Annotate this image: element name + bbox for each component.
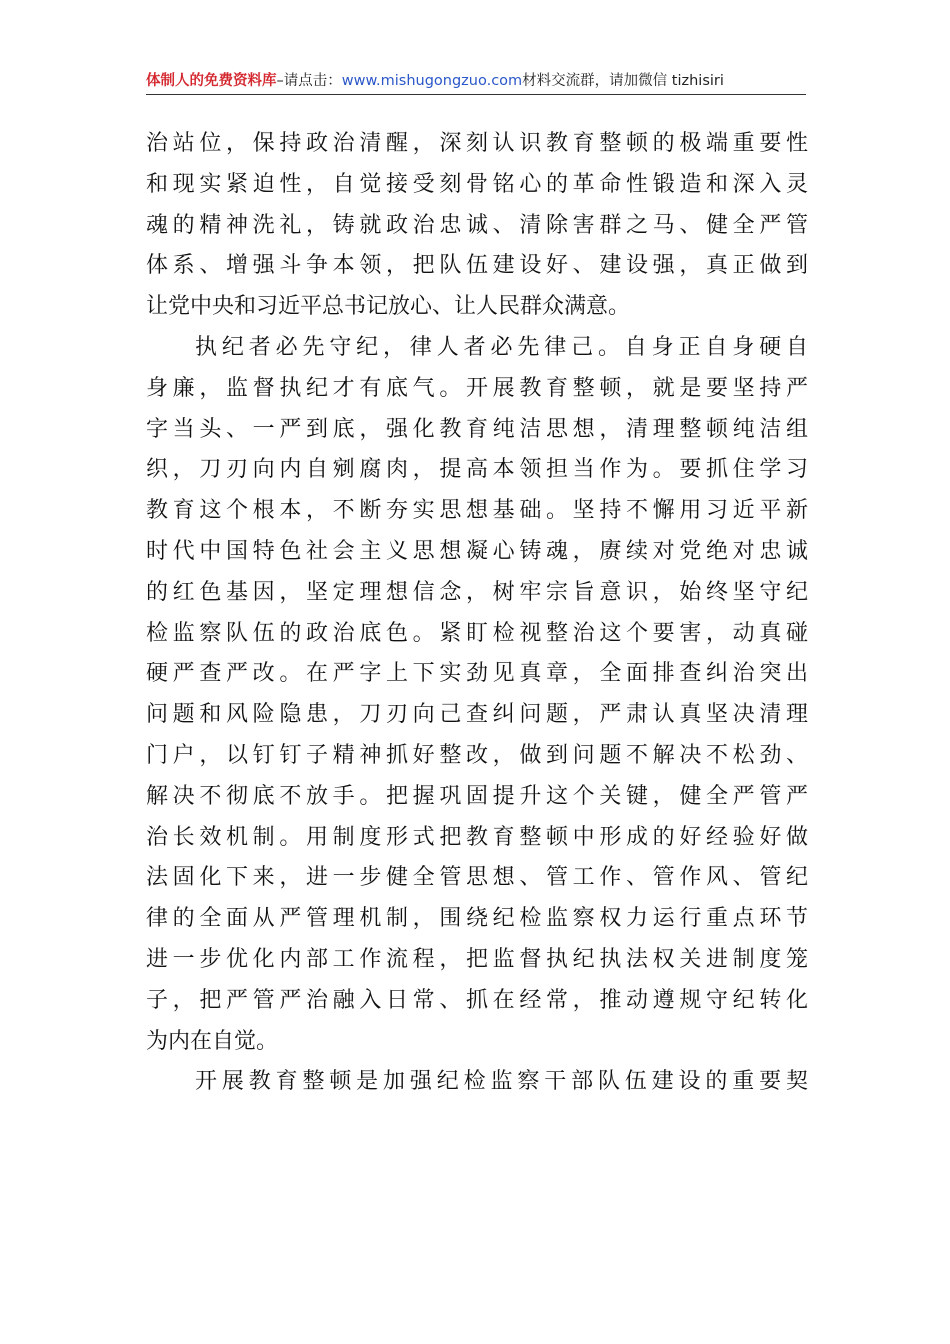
text-line: 执纪者必先守纪，律人者必先律己。自身正自身硬自 [195,334,808,360]
text-line: 检监察队伍的政治底色。紧盯检视整治这个要害，动真碰 [146,620,808,646]
header-brand: 体制人的免费资料库 [146,73,277,89]
text-line: 问题和风险隐患，刀刃向己查纠问题，严肃认真坚决清理 [146,702,808,728]
text-line: 为内在自觉。 [146,1028,279,1054]
text-line: 教育这个根本，不断夯实思想基础。坚持不懈用习近平新 [146,498,808,524]
text-line: 法固化下来，进一步健全管思想、管工作、管作风、管纪 [146,865,808,891]
text-line: 字当头、一严到底，强化教育纯洁思想，清理整顿纯洁组 [146,416,808,442]
text-line: 律的全面从严管理机制，围绕纪检监察权力运行重点环节 [146,906,808,932]
page-header [146,70,806,94]
text-line: 体系、增强斗争本领，把队伍建设好、建设强，真正做到 [146,253,808,279]
text-line: 让党中央和习近平总书记放心、让人民群众满意。 [146,294,631,320]
text-line: 子，把严管严治融入日常、抓在经常，推动遵规守纪转化 [146,987,808,1013]
body-text [146,124,808,1103]
text-line: 织，刀刃向内自剜腐肉，提高本领担当作为。要抓住学习 [146,457,808,483]
text-line: 的红色基因，坚定理想信念，树牢宗旨意识，始终坚守纪 [146,579,808,605]
text-line: 开展教育整顿是加强纪检监察干部队伍建设的重要契 [195,1069,808,1095]
text-line: 门户，以钉钉子精神抓好整改，做到问题不解决不松劲、 [146,742,808,768]
text-line: 魂的精神洗礼，铸就政治忠诚、清除害群之马、健全严管 [146,212,808,238]
header-link[interactable]: www.mishugongzuo.com [341,73,523,89]
text-line: 解决不彻底不放手。把握巩固提升这个关键，健全严管严 [146,783,808,809]
text-line: 和现实紧迫性，自觉接受刻骨铭心的革命性锻造和深入灵 [146,171,808,197]
header-tail: 材料交流群，请加微信 tizhisiri [522,73,724,89]
text-line: 进一步优化内部工作流程，把监督执纪执法权关进制度笼 [146,946,808,972]
text-line: 硬严查严改。在严字上下实劲见真章，全面排查纠治突出 [146,661,808,687]
header-prompt: –请点击： [276,73,342,89]
header-divider [146,94,806,95]
text-line: 时代中国特色社会主义思想凝心铸魂，赓续对党绝对忠诚 [146,538,808,564]
text-line: 身廉，监督执纪才有底气。开展教育整顿，就是要坚持严 [146,375,808,401]
text-line: 治长效机制。用制度形式把教育整顿中形成的好经验好做 [146,824,808,850]
text-line: 治站位，保持政治清醒，深刻认识教育整顿的极端重要性 [146,131,808,156]
